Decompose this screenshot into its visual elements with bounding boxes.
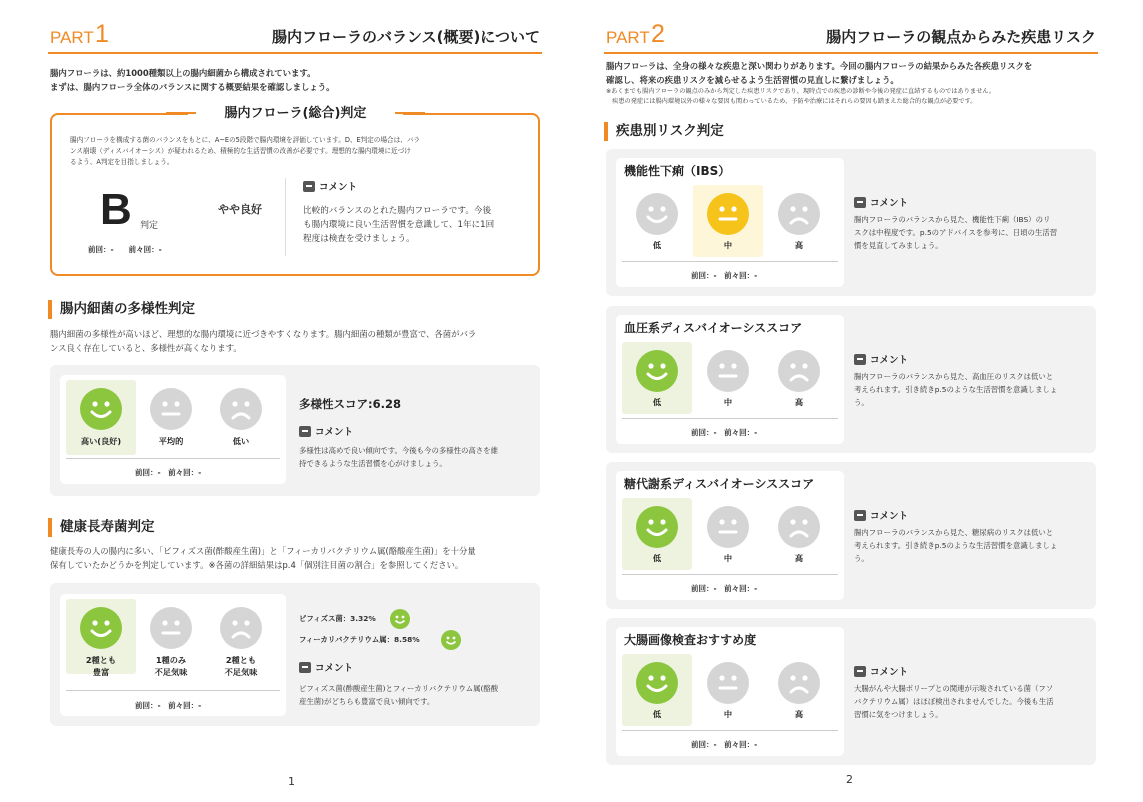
happy-face-icon	[636, 506, 678, 548]
comment-icon	[303, 181, 315, 192]
risk-title: 機能性下痢（IBS）	[624, 164, 731, 178]
comment-icon	[854, 666, 866, 677]
page-number: 1	[288, 775, 295, 788]
risk-comment: 腸内フローラのバランスから見た、糖尿病のリスクは低いと 考えられます。引き続きp.5のような生活習慣を意識しましょ う。	[854, 528, 1058, 563]
face-label: 2種とも 豊富	[85, 655, 117, 677]
page-1	[48, 0, 542, 802]
risk-level-label: 低	[652, 397, 662, 407]
bifido-value: ビフィズス菌：3.32%	[299, 614, 376, 623]
intro-text: 腸内フローラは、全身の様々な疾患と深い関わりがあります。今回の腸内フローラの結果からみた各疾患リスクを 確認し、将来の疾患リスクを減らせるよう生活習慣の見直しに繋げましょう。	[606, 61, 1033, 85]
separator	[622, 730, 838, 731]
page-2	[604, 0, 1098, 802]
overall-grade: B	[100, 185, 132, 234]
risk-title: 血圧系ディスバイオーシススコア	[624, 321, 803, 335]
risk-comment-head: コメント	[854, 510, 908, 523]
separator	[66, 458, 280, 459]
page-number: 2	[846, 773, 853, 786]
separator	[622, 261, 838, 262]
comment-icon	[299, 426, 311, 437]
face-label: 低い	[232, 436, 250, 446]
face-option	[136, 380, 206, 455]
comment-icon	[854, 354, 866, 365]
separator	[622, 574, 838, 575]
risk-level-label: 高	[794, 240, 804, 250]
face-option	[66, 599, 136, 677]
face-option	[206, 380, 276, 455]
separator	[66, 690, 280, 691]
risk-previous: 前回：- 前々回：-	[691, 740, 758, 749]
part-label: PART	[50, 28, 94, 47]
risk-face-option	[764, 342, 834, 414]
risk-face-option	[622, 342, 692, 414]
happy-face-icon	[636, 662, 678, 704]
divider	[285, 178, 286, 256]
neutral-face-icon	[150, 388, 192, 430]
risk-previous: 前回：- 前々回：-	[691, 584, 758, 593]
risk-previous: 前回：- 前々回：-	[691, 428, 758, 437]
risk-face-option	[764, 185, 834, 257]
sad-face-icon	[778, 350, 820, 392]
risk-face-option	[693, 185, 763, 257]
neutral-face-icon	[707, 350, 749, 392]
risk-comment: 腸内フローラのバランスから見た、機能性下痢（IBS）のリ スクは中程度です。p.5のアドバイスを参考に、日頃の生活習 慣を見直してみましょう。	[854, 215, 1058, 250]
sad-face-icon	[778, 662, 820, 704]
comment-icon	[299, 662, 311, 673]
neutral-face-icon	[707, 193, 749, 235]
risk-level-label: 中	[723, 397, 733, 407]
risk-face-option	[622, 185, 692, 257]
longevity-comment-head: コメント	[299, 662, 353, 675]
risk-level-label: 中	[723, 553, 733, 563]
happy-face-icon	[636, 350, 678, 392]
risk-face-option	[622, 654, 692, 726]
happy-face-icon	[80, 607, 122, 649]
separator	[622, 418, 838, 419]
happy-face-icon	[80, 388, 122, 430]
comment-icon	[854, 197, 866, 208]
risk-face-option	[693, 654, 763, 726]
faecali-happy-icon	[441, 630, 461, 650]
risk-comment-head: コメント	[854, 666, 908, 679]
sad-face-icon	[220, 607, 262, 649]
diversity-description: 腸内細菌の多様性が高いほど、理想的な腸内環境に近づきやすくなります。腸内細菌の種類が豊富で、各菌がバラ ンス良く存在していると、多様性が高くなります。	[50, 329, 477, 353]
risk-previous: 前回：- 前々回：-	[691, 271, 758, 280]
risk-comment-head: コメント	[854, 354, 908, 367]
risk-level-label: 中	[723, 709, 733, 719]
comment-icon	[854, 510, 866, 521]
happy-face-icon	[636, 193, 678, 235]
risk-face-option	[764, 498, 834, 570]
overall-description: 腸内フローラを構成する菌のバランスをもとに、A~Eの5段階で腸内環境を評価しています。D、E判定の場合は、バラ ンス崩壊（ディスバイオーシス）が疑われるため、積極的な生活習慣の改善が必要です。理想的な腸内環境に近づけ るよう、A判定を目指しましょう。	[70, 136, 421, 166]
part-number: 2	[651, 20, 665, 48]
risk-title: 糖代謝系ディスバイオーシススコア	[624, 477, 815, 491]
diversity-heading: 腸内細菌の多様性判定	[48, 299, 195, 319]
diversity-comment-head: コメント	[299, 426, 353, 439]
risk-comment: 大腸がんや大腸ポリープとの関連が示唆されている菌（フソ バクテリウム属）はほぼ検出されませんでした。今後も生活 習慣に気をつけましょう。	[854, 684, 1054, 719]
overall-previous: 前回：- 前々回：-	[88, 245, 162, 254]
sad-face-icon	[778, 193, 820, 235]
risk-face-option	[693, 498, 763, 570]
face-option	[66, 380, 136, 455]
face-option	[206, 599, 276, 677]
risk-heading: 疾患別リスク判定	[604, 121, 724, 141]
risk-face-option	[693, 342, 763, 414]
longevity-comment: ビフィズス菌(酢酸産生菌)とフィーカリバクテリウム属(酪酸 産生菌)がどちらも豊富で良い傾向です。	[299, 684, 499, 706]
diversity-comment: 多様性は高めで良い傾向です。今後も今の多様性の高さを維 持できるような生活習慣を心がけましょう。	[299, 446, 498, 468]
risk-level-label: 高	[794, 553, 804, 563]
page-title: 腸内フローラのバランス(概要)について	[272, 28, 540, 46]
risk-comment-head: コメント	[854, 197, 908, 210]
neutral-face-icon	[150, 607, 192, 649]
longevity-heading: 健康長寿菌判定	[48, 517, 155, 537]
page-title: 腸内フローラの観点からみた疾患リスク	[826, 28, 1096, 46]
risk-level-label: 高	[794, 397, 804, 407]
risk-level-label: 低	[652, 709, 662, 719]
diversity-score: 多様性スコア:6.28	[299, 397, 401, 411]
part-label: PART	[606, 28, 650, 47]
part-number: 1	[95, 20, 109, 48]
face-option	[136, 599, 206, 677]
risk-face-option	[764, 654, 834, 726]
overall-title: 腸内フローラ(総合)判定	[188, 102, 403, 122]
grade-label: やや良好	[218, 203, 262, 216]
longevity-description: 健康長寿の人の腸内に多い、「ビフィズス菌(酢酸産生菌)」と「フィーカリバクテリウム属(酪酸産生菌)」を十分量 保有していたかどうかを判定しています。※各菌の詳細結果はp.4「個別注目菌の割合」を参照してください。	[50, 546, 476, 570]
longevity-previous: 前回：- 前々回：-	[135, 701, 202, 710]
neutral-face-icon	[707, 506, 749, 548]
grade-unit: 判定	[140, 221, 159, 231]
faecali-value: フィーカリバクテリウム属：8.58%	[299, 635, 420, 644]
diversity-previous: 前回：- 前々回：-	[135, 468, 202, 477]
risk-face-option	[622, 498, 692, 570]
intro-text: 腸内フローラは、約1000種類以上の腸内細菌から構成されています。 まずは、腸内フローラ全体のバランスに関する概要結果を確認しましょう。	[50, 68, 335, 92]
risk-level-label: 低	[652, 553, 662, 563]
risk-title: 大腸画像検査おすすめ度	[624, 633, 757, 647]
sad-face-icon	[778, 506, 820, 548]
disclaimer: ※あくまでも腸内フローラの観点のみから判定した疾患リスクであり、現時点での疾患の診断や今後の発症に直結するものではありません。 疾患の発症には腸内環境以外の様々な要因も関わっているため、予防や治療にはそれらの要因も踏まえた総合的な観点が必要です。	[606, 88, 996, 105]
face-label: 高い(良好)	[80, 436, 122, 446]
part-1-header	[48, 20, 542, 54]
neutral-face-icon	[707, 662, 749, 704]
overall-comment-head: コメント	[303, 181, 357, 194]
overall-comment: 比較的バランスのとれた腸内フローラです。今後 も腸内環境に良い生活習慣を意識して、1年に1回 程度は検査を受けましょう。	[303, 206, 495, 244]
face-label: 平均的	[158, 436, 184, 446]
risk-level-label: 中	[723, 240, 733, 250]
risk-level-label: 低	[652, 240, 662, 250]
risk-level-label: 高	[794, 709, 804, 719]
risk-comment: 腸内フローラのバランスから見た、高血圧のリスクは低いと 考えられます。引き続きp.5のような生活習慣を意識しましょ う。	[854, 372, 1058, 407]
sad-face-icon	[220, 388, 262, 430]
face-label: 1種のみ 不足気味	[154, 655, 188, 677]
part-2-header	[604, 20, 1098, 54]
bifido-happy-icon	[390, 609, 410, 629]
face-label: 2種とも 不足気味	[224, 655, 258, 677]
